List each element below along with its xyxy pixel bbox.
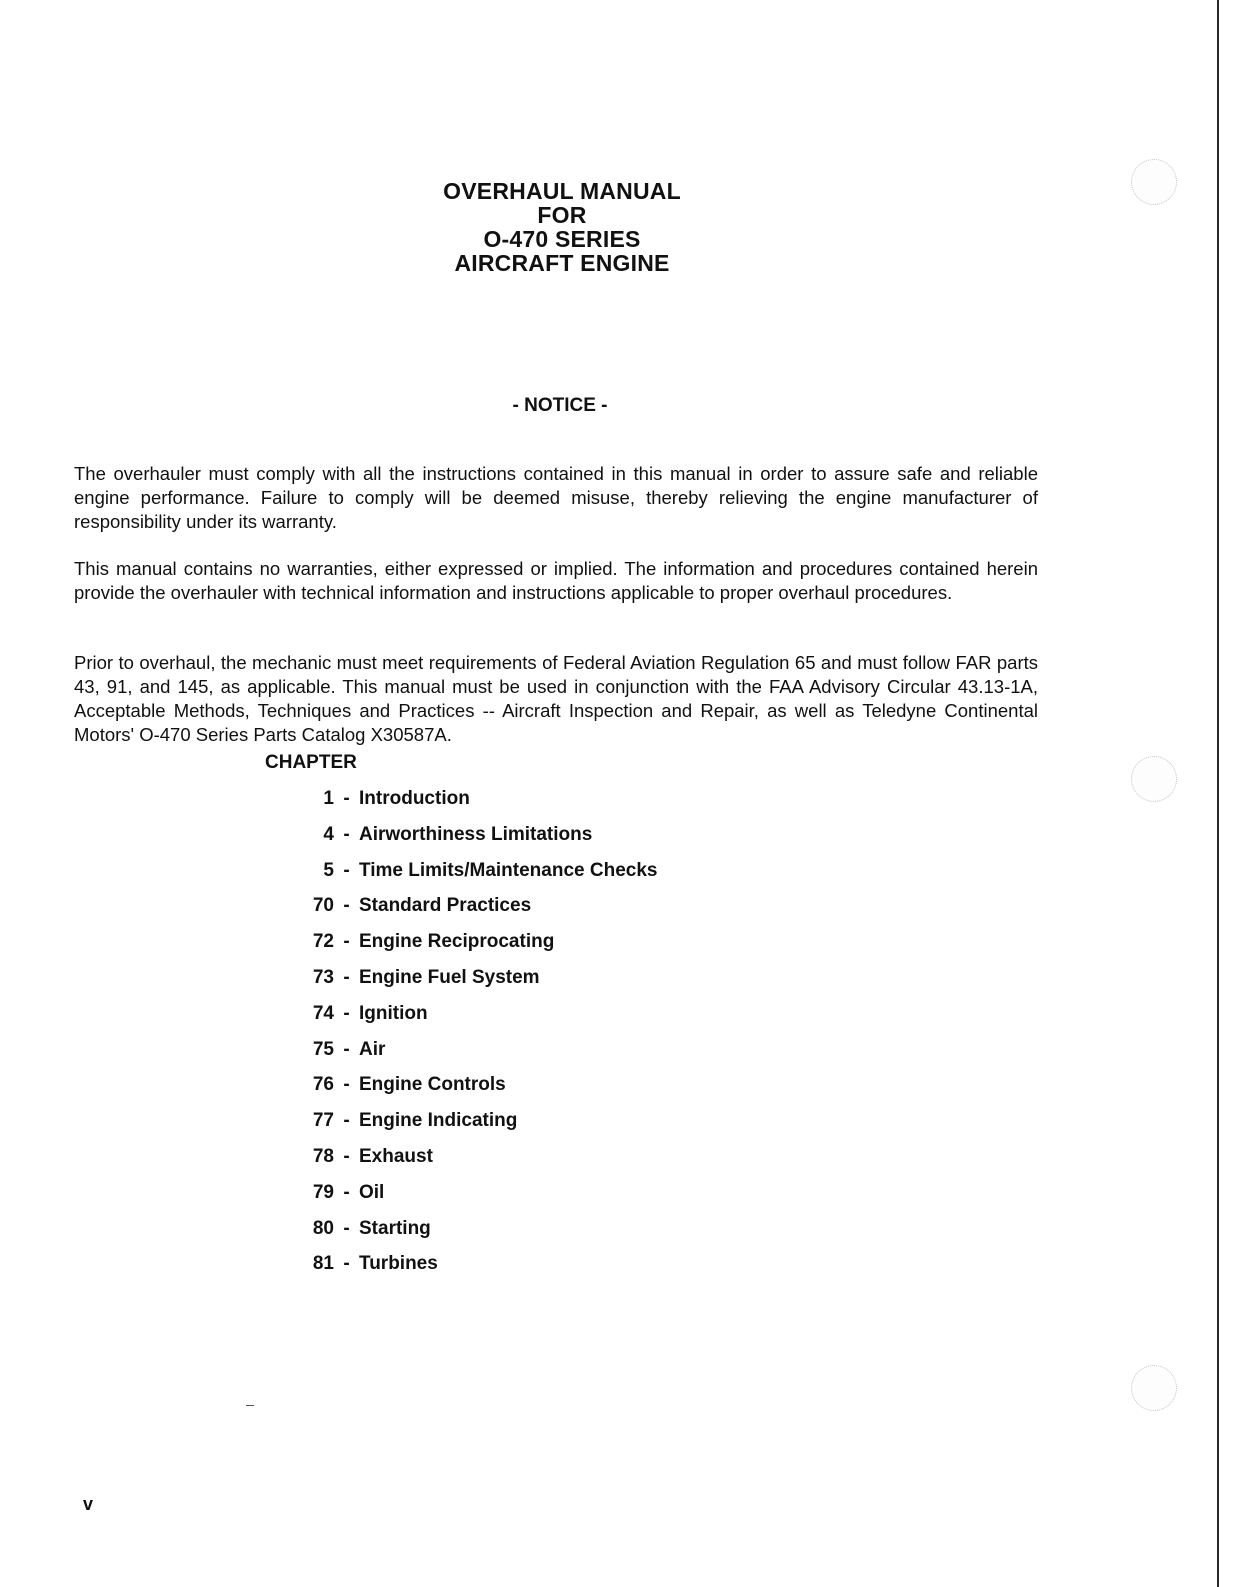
chapter-number: 80 [312,1217,334,1239]
chapter-title: Engine Indicating [359,1110,518,1132]
chapter-number: 5 [323,859,334,881]
chapter-item [290,1073,657,1109]
chapter-item [290,1109,657,1145]
chapter-separator: - [343,895,350,917]
chapter-title: Time Limits/Maintenance Checks [359,859,658,881]
scan-speck [246,1405,254,1406]
chapter-number: 79 [312,1181,334,1203]
chapter-item [290,1252,657,1288]
title-line: FOR [537,202,587,228]
notice-paragraph-compliance: The overhauler must comply with all the instructions contained in this manual in order to assure safe and reliable engine performance. Failure to comply will be deemed misuse, thereby relieving the engine manufacturer of responsibility under its warranty. [74,462,1038,532]
chapter-item [290,1181,657,1217]
chapter-item [290,1145,657,1181]
page-edge-line [1217,0,1219,1587]
chapter-number: 1 [323,788,334,809]
chapter-item [290,859,657,895]
chapter-separator: - [343,966,350,988]
chapter-list [290,787,657,1288]
notice-paragraph-requirements: Prior to overhaul, the mechanic must meet requirements of Federal Aviation Regulation 65 and must follow FAR parts 43, 91, and 145, as applicable. This manual must be used in conjunction with the FAA Advisory Circular 43.13-1A, Acceptable Methods, Techniques and Practices -- Aircraft Inspection and Repair, as well as Teledyne Continental Motors' O-470 Series Parts Catalog X30587A. [74,651,1038,745]
chapter-heading: CHAPTER [265,752,357,773]
chapter-number: 81 [312,1253,334,1275]
chapter-item [290,1002,657,1038]
chapter-title: Introduction [359,788,470,809]
chapter-title: Airworthiness Limitations [359,823,593,845]
chapter-separator: - [343,1110,350,1132]
chapter-number: 72 [312,931,334,953]
chapter-separator: - [343,788,350,809]
chapter-number: 73 [312,966,334,988]
punch-hole-middle [1131,756,1177,802]
notice-heading: - NOTICE - [512,395,608,416]
chapter-title: Oil [359,1181,385,1203]
chapter-title: Turbines [359,1253,438,1275]
punch-hole-bottom [1131,1365,1177,1411]
chapter-separator: - [343,859,350,881]
chapter-title: Standard Practices [359,895,532,917]
page-number: v [83,1494,94,1514]
chapter-number: 76 [312,1074,334,1096]
chapter-item [290,930,657,966]
chapter-title: Exhaust [359,1145,433,1167]
chapter-separator: - [343,823,350,845]
title-line: AIRCRAFT ENGINE [454,250,670,276]
chapter-number: 75 [312,1038,334,1060]
chapter-title: Engine Reciprocating [359,931,555,953]
chapter-title: Starting [359,1217,431,1239]
chapter-separator: - [343,1253,350,1275]
chapter-separator: - [343,1181,350,1203]
chapter-separator: - [343,1145,350,1167]
chapter-title: Engine Controls [359,1074,506,1096]
chapter-separator: - [343,1074,350,1096]
chapter-item [290,823,657,859]
chapter-number: 78 [312,1145,334,1167]
notice-paragraph-warranty: This manual contains no warranties, either expressed or implied. The information and procedures contained herein provide the overhauler with technical information and instructions applicable to proper overhaul procedures. [74,557,1038,603]
chapter-number: 70 [312,895,334,917]
chapter-title: Air [359,1038,386,1060]
chapter-separator: - [343,931,350,953]
chapter-item [290,1217,657,1253]
chapter-item [290,966,657,1002]
chapter-item [290,894,657,930]
chapter-item [290,787,657,823]
manual-title [362,179,762,275]
title-line: OVERHAUL MANUAL [443,178,681,204]
punch-hole-top [1131,159,1177,205]
chapter-number: 77 [312,1110,334,1132]
chapter-number: 4 [323,823,334,845]
chapter-separator: - [343,1002,350,1024]
chapter-separator: - [343,1038,350,1060]
chapter-separator: - [343,1217,350,1239]
title-line: O-470 SERIES [483,226,641,252]
chapter-number: 74 [312,1002,334,1024]
chapter-item [290,1038,657,1074]
chapter-title: Engine Fuel System [359,966,540,988]
chapter-title: Ignition [359,1002,428,1024]
